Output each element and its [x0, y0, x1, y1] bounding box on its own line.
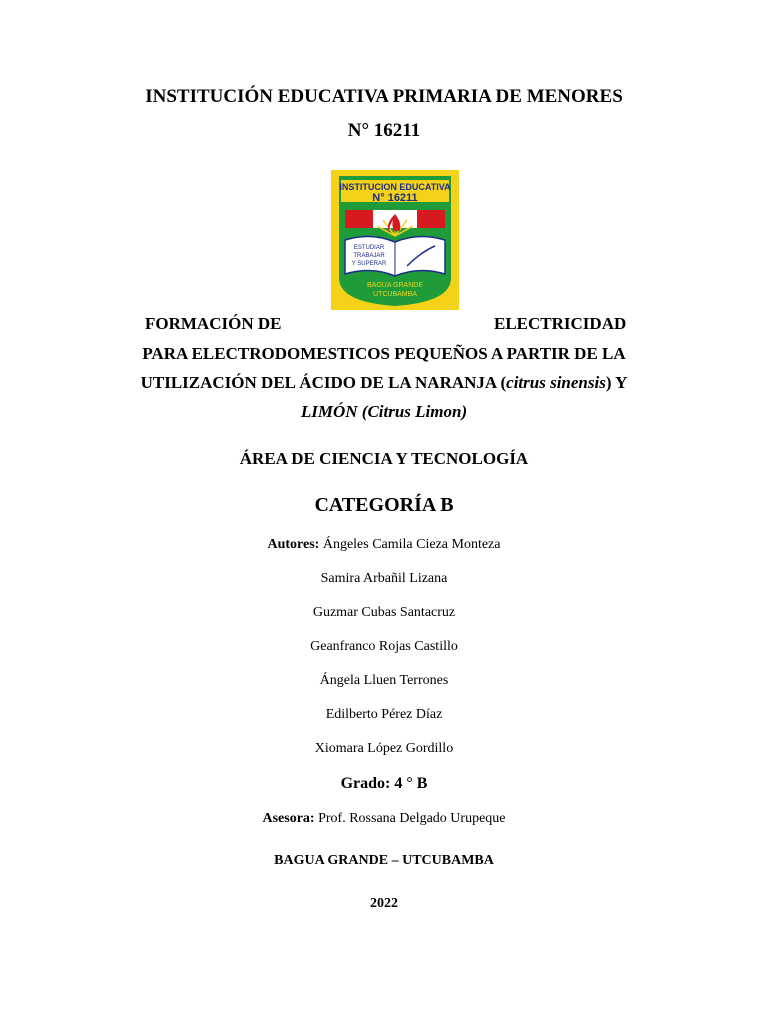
project-title-line1-start: FORMACIÓN DE: [145, 314, 282, 333]
logo-motto-2: TRABAJAR: [353, 253, 385, 259]
project-title-line4: LIMÓN (Citrus Limon): [300, 402, 468, 421]
logo-motto-1: ESTUDIAR: [353, 245, 385, 251]
author-name: Edilberto Pérez Díaz: [325, 707, 443, 722]
logo-number: N° 16211: [372, 192, 418, 204]
logo-city-2: UTCUBAMBA: [373, 291, 417, 298]
grade: Grado: 4 ° B: [340, 775, 428, 792]
logo-motto-3: Y SUPERAR: [351, 261, 387, 267]
area-heading: ÁREA DE CIENCIA Y TECNOLOGÍA: [239, 449, 529, 468]
institution-title: INSTITUCIÓN EDUCATIVA PRIMARIA DE MENORES: [145, 86, 623, 107]
logo-top-text: INSTITUCION EDUCATIVA: [339, 182, 451, 192]
project-title-line1-end: ELECTRICIDAD: [494, 314, 627, 333]
author-name: Guzmar Cubas Santacruz: [312, 605, 456, 620]
category-heading: CATEGORÍA B: [314, 494, 454, 516]
project-title-line2: PARA ELECTRODOMESTICOS PEQUEÑOS A PARTIR DE LA: [142, 344, 626, 363]
author-name: Geanfranco Rojas Castillo: [310, 639, 458, 654]
logo-city-1: BAGUA GRANDE: [366, 282, 424, 289]
author-name: Ángela Lluen Terrones: [319, 673, 449, 688]
school-logo: [331, 170, 459, 310]
advisor-line: Asesora: Prof. Rossana Delgado Urupeque: [262, 811, 506, 826]
author-name: Xiomara López Gordillo: [314, 741, 454, 756]
authors-line: Autores: Ángeles Camila Cieza Monteza: [267, 537, 501, 552]
institution-number: N° 16211: [347, 120, 421, 141]
project-title-line3: UTILIZACIÓN DEL ÁCIDO DE LA NARANJA (citrus sinensis) Y: [140, 373, 628, 392]
location: BAGUA GRANDE – UTCUBAMBA: [274, 853, 494, 868]
year: 2022: [370, 896, 398, 911]
author-name: Samira Arbañil Lizana: [320, 571, 448, 586]
